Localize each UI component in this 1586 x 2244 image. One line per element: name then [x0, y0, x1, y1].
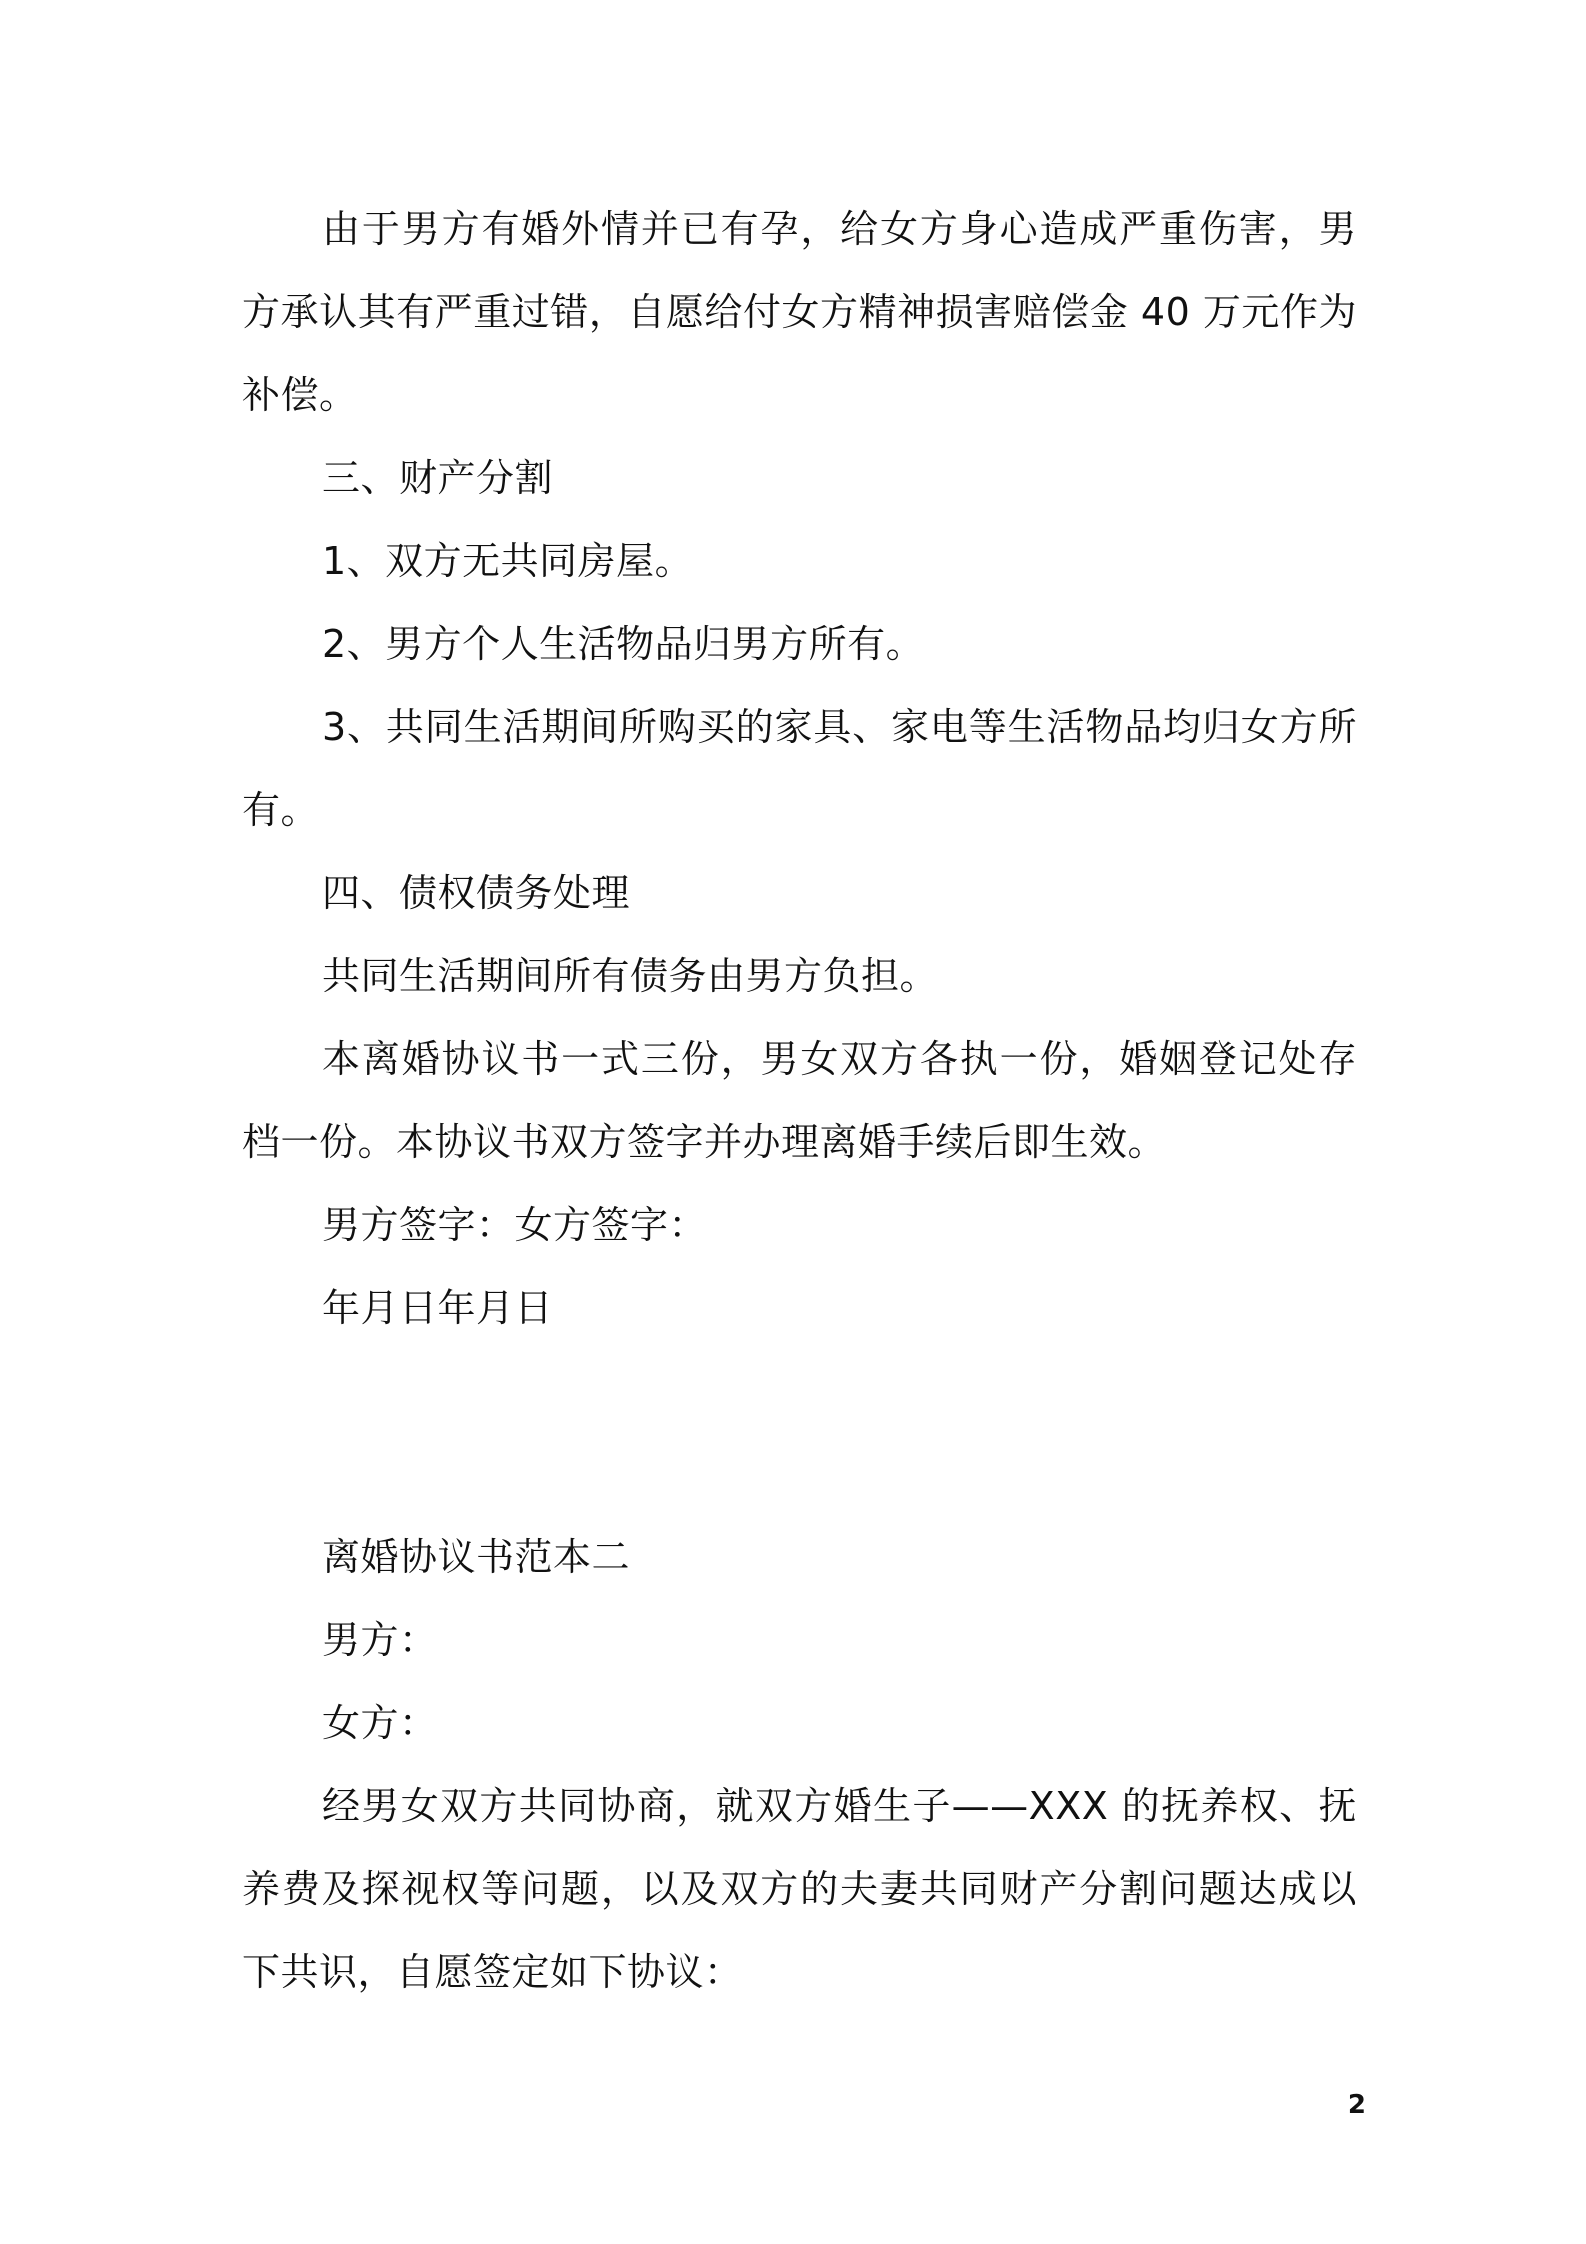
clause-personal-items: 2、男方个人生活物品归男方所有。 [322, 622, 925, 666]
paragraph-agreement-intro: 经男女双方共同协商，就双方婚生子——XXX 的抚养权、抚养费及探视权等问题，以及双方的夫妻共同财产分割问题达成以下共识，自愿签定如下协议： [242, 1784, 1357, 1994]
clause-furniture-appliances: 3、共同生活期间所购买的家具、家电等生活物品均归女方所有。 [242, 705, 1357, 832]
paragraph-debts: 共同生活期间所有债务由男方负担。 [322, 954, 939, 998]
heading-property-division: 三、财产分割 [322, 456, 554, 500]
paragraph-copies-effect: 本离婚协议书一式三份，男女双方各执一份，婚姻登记处存档一份。本协议书双方签字并办理离婚手续后即生效。 [242, 1037, 1357, 1164]
female-party-label: 女方： [322, 1701, 438, 1745]
male-party-label: 男方： [322, 1618, 438, 1662]
section-title-template-two: 离婚协议书范本二 [322, 1535, 631, 1579]
page-number: 2 [1347, 2090, 1366, 2120]
heading-debt-handling: 四、债权债务处理 [322, 871, 631, 915]
date-line: 年月日年月日 [322, 1286, 554, 1330]
clause-no-shared-house: 1、双方无共同房屋。 [322, 539, 694, 583]
signature-line: 男方签字：女方签字： [322, 1203, 708, 1247]
paragraph-compensation: 由于男方有婚外情并已有孕，给女方身心造成严重伤害，男方承认其有严重过错，自愿给付女方精神损害赔偿金 40 万元作为补偿。 [242, 207, 1357, 417]
